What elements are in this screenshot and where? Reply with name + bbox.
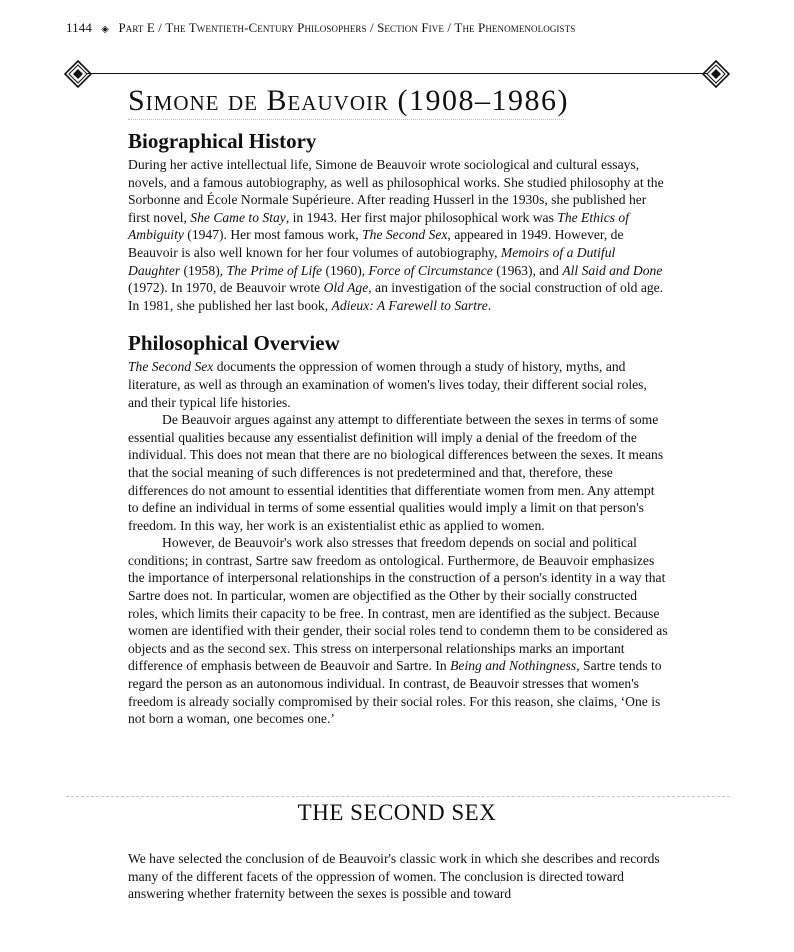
reading-intro	[128, 850, 668, 903]
running-head-part: Part E	[118, 20, 155, 35]
paragraph: The Second Sex documents the oppression of women through a study of history, myths, and literature, as well as through an examination of women's lives today, their different social roles, and their typical life histories.	[128, 359, 647, 410]
article	[128, 84, 668, 728]
reading-title: THE SECOND SEX	[297, 800, 497, 825]
running-head-section: Section Five	[377, 20, 444, 35]
philosopher-dates: (1908–1986)	[397, 84, 569, 117]
biographical-body	[128, 156, 668, 314]
running-head-chapter: The Phenomenologists	[454, 20, 576, 35]
running-head-separator: /	[369, 20, 374, 35]
horizontal-rule	[86, 73, 708, 74]
diamond-ornament-icon	[64, 60, 92, 88]
diamond-ornament-icon	[702, 60, 730, 88]
page-number: 1144	[66, 20, 92, 35]
running-head-separator: /	[158, 20, 162, 35]
section-heading-biographical: Biographical History	[128, 129, 317, 153]
overview-body	[128, 358, 668, 727]
running-head-book-section: The Twentieth-Century Philosophers	[165, 20, 367, 35]
philosopher-name: Simone de Beauvoir	[128, 84, 390, 117]
running-head-separator: /	[447, 20, 452, 35]
diamond-icon: ◈	[101, 24, 110, 35]
paragraph: However, de Beauvoir's work also stresses that freedom depends on social and political conditions; in contrast, Sartre saw freedom as ontological. Furthermore, de Beauvoir emphasizes the importance of interpersonal relationships in the construction of a person's identity in a way that Sartre does not. In particular, women are objectified as the Other by their socially constructed roles, which limits their capacity to be free. In contrast, men are identified as the subject. Because women are identified with their gender, their social roles tend to condemn them to be considered as objects and as the second sex. This stress on interpersonal relationships marks an important difference of emphasis between de Beauvoir and Sartre. In Being and Nothingness, Sartre tends to regard the person as an autonomous individual. In contrast, de Beauvoir stresses that women's freedom is already socially compromised by their social roles. For this reason, she claims, ‘One is not born a woman, one becomes one.’	[128, 535, 668, 727]
running-head	[66, 20, 575, 36]
paragraph: De Beauvoir argues against any attempt to differentiate between the sexes in terms of some essential qualities because any essentialist definition will imply a denial of the freedom of the individual. This does not mean that there are no biological differences between the sexes. It means that the social meaning of such differences is not predetermined and that, therefore, these differences do not amount to essential identities that differentiate women from men. Any attempt to define an individual in terms of some essential qualities would imply a limit on that person's freedom. In this way, her work is an existentialist ethic as applied to women.	[128, 412, 664, 533]
philosopher-heading	[128, 84, 668, 118]
paragraph: We have selected the conclusion of de Beauvoir's classic work in which she describes and records many of the different facets of the oppression of women. The conclusion is directed toward answering whether fraternity between the sexes is possible and toward	[128, 851, 660, 902]
section-heading-overview: Philosophical Overview	[128, 331, 340, 356]
paragraph: During her active intellectual life, Simone de Beauvoir wrote sociological and cultural essays, novels, and a famous autobiography, as well as philosophical works. She studied philosophy at the Sorbonne and École Normale Supérieure. After reading Husserl in the 1930s, she published her first novel, She Came to Stay, in 1943. Her first major philosophical work was The Ethics of Ambiguity (1947). Her most famous work, The Second Sex, appeared in 1949. However, de Beauvoir is also well known for her four volumes of autobiography, Memoirs of a Dutiful Daughter (1958), The Prime of Life (1960), Force of Circumstance (1963), and All Said and Done (1972). In 1970, de Beauvoir wrote Old Age, an investigation of the social construction of old age. In 1981, she published her last book, Adieux: A Farewell to Sartre.	[128, 157, 664, 313]
heading-underline	[128, 119, 564, 120]
section-divider	[66, 796, 730, 797]
